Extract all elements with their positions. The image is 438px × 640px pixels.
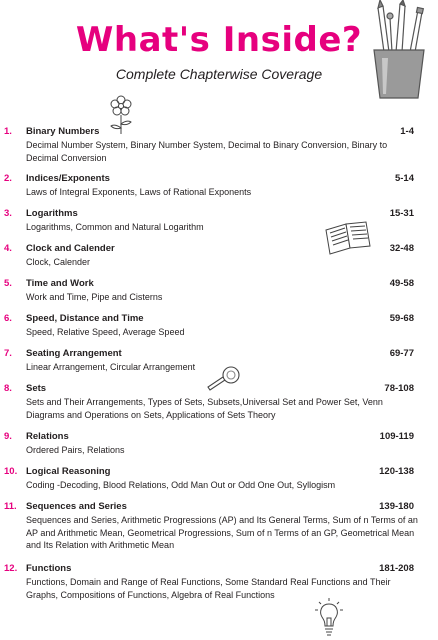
chapter-topics: Decimal Number System, Binary Number System, Decimal to Binary Conversion, Binary to Decimal Conversion xyxy=(26,140,388,163)
chapter-title: Binary Numbers xyxy=(26,126,100,137)
chapter-title: Logarithms xyxy=(26,208,78,219)
chapter-topics: Ordered Pairs, Relations xyxy=(26,445,125,455)
chapter-number: 9. xyxy=(4,431,12,442)
page-subtitle: Complete Chapterwise Coverage xyxy=(115,66,323,82)
chapter-number: 8. xyxy=(4,383,12,394)
chapter-pages: 69-77 xyxy=(389,348,414,359)
chapter-pages: 109-119 xyxy=(379,431,414,442)
page-title: What's Inside? xyxy=(75,20,363,60)
chapter-topics: Sequences and Series, Arithmetic Progressions (AP) and Its General Terms, Sum of n Terms of an AP and Arithmetic Mean, Geometrical Progressions, Sum of n Terms of an GP, Geometrical Mean and Its Relation with Arithmetic Mean xyxy=(26,515,418,550)
chapter-title: Functions xyxy=(26,563,72,574)
chapter-title: Relations xyxy=(26,431,69,442)
chapter-title: Seating Arrangement xyxy=(26,348,122,359)
chapter-number: 3. xyxy=(4,208,12,219)
chapter-pages: 181-208 xyxy=(379,563,414,574)
chapter-pages: 59-68 xyxy=(389,313,414,324)
chapter-topics: Clock, Calender xyxy=(26,257,91,267)
chapter-topics: Sets and Their Arrangements, Types of Sets, Subsets,Universal Set and Power Set, Venn Diagrams and Operations on Sets, Applications of Sets Theory xyxy=(26,397,383,420)
chapter-topics: Coding -Decoding, Blood Relations, Odd Man Out or Odd One Out, Syllogism xyxy=(26,480,336,490)
chapter-title: Clock and Calender xyxy=(26,243,115,254)
chapter-pages: 49-58 xyxy=(389,278,414,289)
chapter-title: Time and Work xyxy=(26,278,94,289)
chapter-title: Indices/Exponents xyxy=(26,173,110,184)
chapter-topics: Work and Time, Pipe and Cisterns xyxy=(26,292,163,302)
chapter-number: 5. xyxy=(4,278,12,289)
chapter-number: 6. xyxy=(4,313,12,324)
chapter-pages: 139-180 xyxy=(379,501,414,512)
chapter-number: 2. xyxy=(4,173,12,184)
chapter-pages: 32-48 xyxy=(389,243,414,254)
chapter-title: Sequences and Series xyxy=(26,501,127,512)
chapter-title: Logical Reasoning xyxy=(26,466,111,477)
chapter-title: Sets xyxy=(26,383,47,394)
chapter-topics: Laws of Integral Exponents, Laws of Rational Exponents xyxy=(26,187,252,197)
chapter-number: 1. xyxy=(4,126,12,137)
chapter-number: 4. xyxy=(4,243,12,254)
chapter-number: 7. xyxy=(4,348,12,359)
chapter-pages: 78-108 xyxy=(384,383,414,394)
chapter-number: 11. xyxy=(4,501,17,512)
chapter-topics: Speed, Relative Speed, Average Speed xyxy=(26,327,185,337)
chapter-title: Speed, Distance and Time xyxy=(26,313,144,324)
chapter-pages: 1-4 xyxy=(400,126,414,137)
chapter-topics: Functions, Domain and Range of Real Functions, Some Standard Real Functions and Their Graphs, Compositions of Functions, Algebra of Real Functions xyxy=(26,577,391,600)
chapter-number: 12. xyxy=(4,563,18,574)
chapter-pages: 120-138 xyxy=(379,466,414,477)
chapter-pages: 15-31 xyxy=(389,208,414,219)
chapter-pages: 5-14 xyxy=(394,173,414,184)
chapter-topics: Logarithms, Common and Natural Logarithm xyxy=(26,222,204,232)
chapter-topics: Linear Arrangement, Circular Arrangement xyxy=(26,362,196,372)
chapter-number: 10. xyxy=(4,466,18,477)
